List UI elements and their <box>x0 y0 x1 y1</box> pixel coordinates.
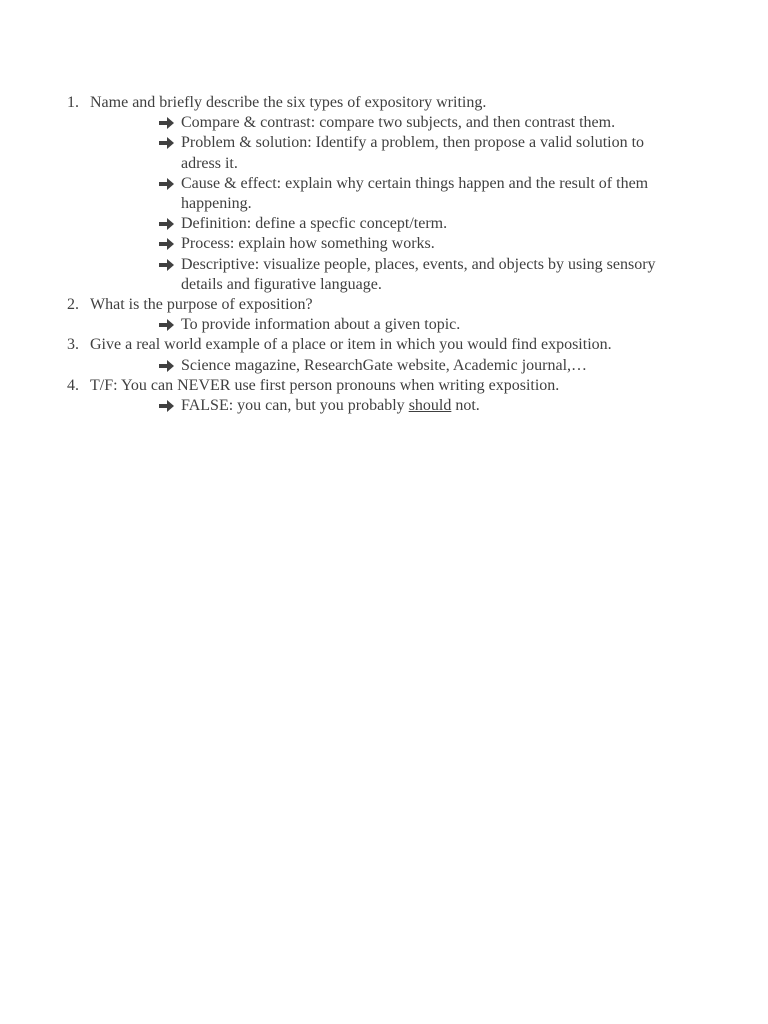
answer-text: Descriptive: visualize people, places, events, and objects by using sensory details and figurative language. <box>181 255 656 293</box>
question-2 <box>0 295 768 335</box>
question-number: 4. <box>67 376 79 394</box>
answer-item <box>0 356 681 376</box>
question-2-line <box>0 295 690 315</box>
question-text: What is the purpose of exposition? <box>90 296 313 314</box>
answer-list <box>0 396 768 416</box>
question-1 <box>0 93 768 295</box>
question-text: T/F: You can NEVER use first person pronouns when writing exposition. <box>90 376 560 394</box>
answer-item <box>0 234 681 254</box>
answer-item <box>0 174 681 214</box>
answer-item <box>0 255 681 295</box>
document-page <box>0 93 768 416</box>
question-3-line <box>0 335 690 355</box>
question-number: 2. <box>67 296 79 314</box>
answer-text: Problem & solution: Identify a problem, then propose a valid solution to adress it. <box>181 134 645 172</box>
question-text: Give a real world example of a place or item in which you would find exposition. <box>90 336 612 354</box>
answer-list <box>0 113 768 295</box>
right-arrow-icon <box>159 399 175 413</box>
answer-text: Process: explain how something works. <box>181 235 435 253</box>
answer-text: To provide information about a given topic. <box>181 316 461 334</box>
question-3 <box>0 335 768 375</box>
right-arrow-icon <box>159 217 175 231</box>
answer-text-underlined: should <box>408 397 452 415</box>
answer-item <box>0 315 681 335</box>
right-arrow-icon <box>159 116 175 130</box>
right-arrow-icon <box>159 177 175 191</box>
question-number: 1. <box>67 94 79 111</box>
question-4 <box>0 376 768 416</box>
answer-text: Compare & contrast: compare two subjects, and then contrast them. <box>181 114 616 132</box>
right-arrow-icon <box>159 359 175 373</box>
answer-item <box>0 396 681 416</box>
question-1-line <box>0 93 690 113</box>
right-arrow-icon <box>159 258 175 272</box>
answer-item <box>0 214 681 234</box>
right-arrow-icon <box>159 318 175 332</box>
right-arrow-icon <box>159 237 175 251</box>
question-number: 3. <box>67 336 79 354</box>
question-text: Name and briefly describe the six types of expository writing. <box>90 94 487 111</box>
answer-text: Science magazine, ResearchGate website, Academic journal,… <box>181 356 588 374</box>
answer-item <box>0 113 681 133</box>
right-arrow-icon <box>159 136 175 150</box>
question-4-line <box>0 376 690 396</box>
answer-text: Definition: define a specfic concept/term. <box>181 215 448 233</box>
answer-item <box>0 133 681 173</box>
answer-list <box>0 356 768 376</box>
answer-text-after: not. <box>451 397 480 415</box>
answer-text-before: FALSE: you can, but you probably <box>181 397 409 415</box>
answer-text: Cause & effect: explain why certain things happen and the result of them happening. <box>181 174 649 213</box>
answer-list <box>0 315 768 335</box>
